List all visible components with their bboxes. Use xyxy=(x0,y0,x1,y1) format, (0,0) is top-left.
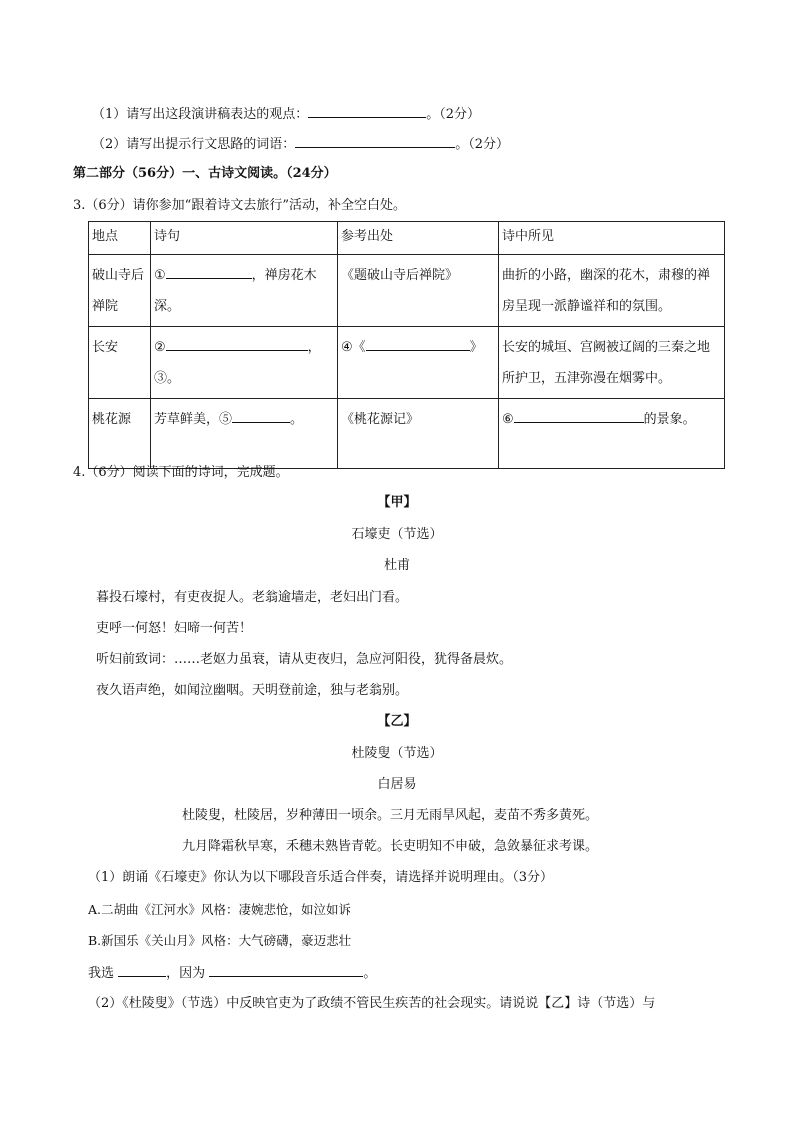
poem-jia-label: 【甲】 xyxy=(377,495,417,510)
answer-line: 我选 ，因为 。 xyxy=(88,966,377,981)
section-heading: 第二部分（56分）一、古诗文阅读。（24分） xyxy=(73,166,337,181)
table-row xyxy=(89,255,725,327)
table-header-cell: 地点 xyxy=(89,222,151,255)
poem-yi-title: 杜陵叟（节选） xyxy=(351,746,443,761)
question-4-stem: 4.（6分）阅读下面的诗词，完成题。 xyxy=(73,465,289,480)
table-cell-place: 桃花源 xyxy=(89,399,151,469)
table-cell-source: 《桃花源记》 xyxy=(338,399,499,469)
answer-blank[interactable] xyxy=(118,964,166,977)
table-cell-poem: 芳草鲜美，⑤ 。 xyxy=(151,399,338,469)
answer-blank[interactable] xyxy=(308,105,426,118)
table-cell-scene: 长安的城垣、宫阙被辽阔的三秦之地所护卫，五津弥漫在烟雾中。 xyxy=(499,327,725,399)
question-4-sub1: （1）朗诵《石壕吏》你认为以下哪段音乐适合伴奏，请选择并说明理由。（3分） xyxy=(88,870,554,885)
table-header-cell: 参考出处 xyxy=(338,222,499,255)
table-header-row xyxy=(89,222,725,255)
table-cell-source: ④《 》 xyxy=(338,327,499,399)
poem-jia-line: 听妇前致词：……老妪力虽衰，请从吏夜归，急应河阳役，犹得备晨炊。 xyxy=(96,652,513,667)
option-a: A.二胡曲《江河水》风格：凄婉悲怆，如泣如诉 xyxy=(88,902,352,917)
table-cell-source: 《题破山寺后禅院》 xyxy=(338,255,499,327)
poem-jia-line: 暮投石壕村，有吏夜捉人。老翁逾墙走，老妇出门看。 xyxy=(96,590,409,605)
table-header-cell: 诗中所见 xyxy=(499,222,725,255)
poem-jia-line: 吏呼一何怒！妇啼一何苦！ xyxy=(96,621,253,636)
table-cell-place: 破山寺后禅院 xyxy=(89,255,151,327)
table-row xyxy=(89,399,725,469)
prev-question-sub2: （2）请写出提示行文思路的词语： 。（2分） xyxy=(92,137,510,152)
poem-yi-author: 白居易 xyxy=(377,777,417,792)
table-cell-poem: ① ，禅房花木深。 xyxy=(151,255,338,327)
answer-blank[interactable] xyxy=(366,337,470,351)
answer-blank[interactable] xyxy=(232,409,290,423)
answer-blank[interactable] xyxy=(209,964,363,977)
answer-blank[interactable] xyxy=(295,135,455,148)
poem-yi-label: 【乙】 xyxy=(377,714,417,729)
table-cell-poem: ② ，③。 xyxy=(151,327,338,399)
travel-table xyxy=(88,221,725,469)
poem-yi-line: 九月降霜秋早寒，禾穗未熟皆青乾。长吏明知不申破，急敛暴征求考课。 xyxy=(182,839,599,854)
table-header-cell: 诗句 xyxy=(151,222,338,255)
table-cell-place: 长安 xyxy=(89,327,151,399)
prev-question-sub1: （1）请写出这段演讲稿表达的观点： 。（2分） xyxy=(92,107,481,122)
answer-blank[interactable] xyxy=(166,337,308,351)
poem-yi-line: 杜陵叟，杜陵居，岁种薄田一顷余。三月无雨旱风起，麦苗不秀多黄死。 xyxy=(182,808,599,823)
option-b: B.新国乐《关山月》风格：大气磅礴，豪迈悲壮 xyxy=(88,933,352,948)
answer-blank[interactable] xyxy=(166,265,252,279)
table-cell-scene: ⑥ 的景象。 xyxy=(499,399,725,469)
question-4-sub2: （2）《杜陵叟》（节选）中反映官吏为了政绩不管民生疾苦的社会现实。请说说【乙】诗（节选）与 xyxy=(88,996,656,1011)
poem-jia-title: 石壕吏（节选） xyxy=(351,527,443,542)
answer-blank[interactable] xyxy=(514,409,644,423)
table-cell-scene: 曲折的小路，幽深的花木，肃穆的禅房呈现一派静谧祥和的氛围。 xyxy=(499,255,725,327)
question-3-stem: 3.（6分）请你参加“跟着诗文去旅行”活动，补全空白处。 xyxy=(73,198,406,213)
poem-jia-line: 夜久语声绝，如闻泣幽咽。天明登前途，独与老翁别。 xyxy=(96,683,409,698)
poem-jia-author: 杜甫 xyxy=(383,558,410,573)
table-row xyxy=(89,327,725,399)
